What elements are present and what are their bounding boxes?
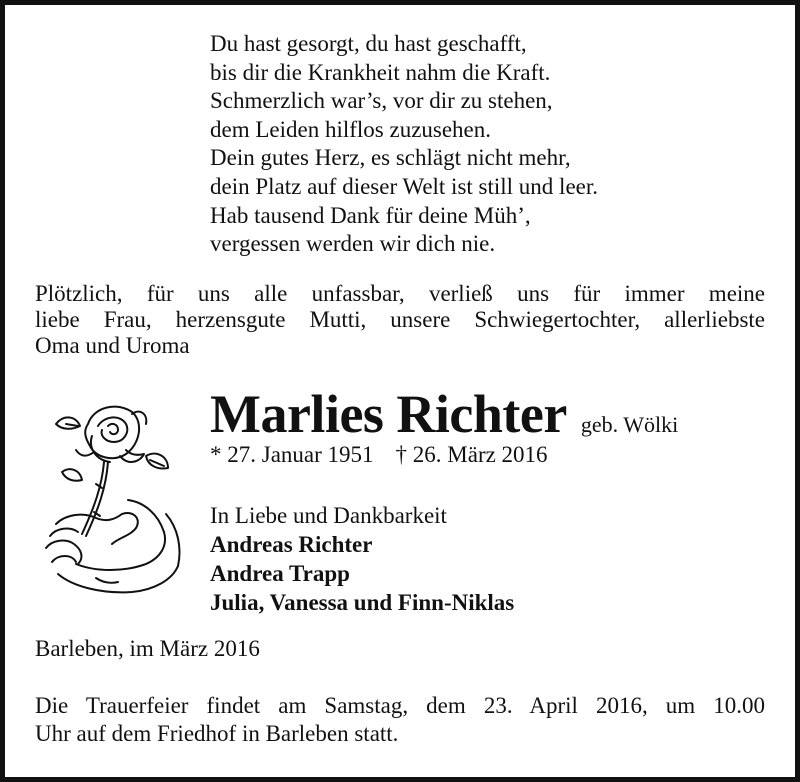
intro-line: Oma und Uroma bbox=[35, 333, 190, 358]
mourners bbox=[210, 501, 514, 617]
funeral-service-notice bbox=[35, 692, 765, 748]
birth-date: * 27. Januar 1951 bbox=[210, 442, 374, 467]
intro-line: liebe Frau, herzensgute Mutti, unsere Schwiegertochter, allerliebste bbox=[35, 307, 765, 332]
poem-line: Dein gutes Herz, es schlägt nicht mehr, bbox=[210, 145, 571, 171]
service-line: Uhr auf dem Friedhof in Barleben statt. bbox=[35, 721, 399, 746]
intro-line: Plötzlich, für uns alle unfassbar, verließ uns für immer meine bbox=[35, 281, 765, 306]
mourner-name: Andrea Trapp bbox=[210, 561, 350, 586]
service-line: Die Trauerfeier findet am Samstag, dem 23. April 2016, um 10.00 bbox=[35, 693, 765, 718]
death-date: † 26. März 2016 bbox=[395, 442, 548, 467]
poem-line: vergessen werden wir dich nie. bbox=[210, 231, 496, 257]
birth-name: geb. Wölki bbox=[580, 412, 679, 437]
life-dates bbox=[210, 442, 548, 468]
deceased-name: Marlies Richter bbox=[210, 384, 567, 444]
poem-line: dein Platz auf dieser Welt ist still und leer. bbox=[210, 173, 599, 199]
poem bbox=[210, 30, 598, 259]
intro-text bbox=[35, 281, 765, 359]
poem-line: Schmerzlich war’s, vor dir zu stehen, bbox=[210, 88, 553, 114]
poem-line: dem Leiden hilflos zuzusehen. bbox=[210, 116, 492, 142]
place-date: Barleben, im März 2016 bbox=[35, 636, 260, 661]
mourner-name: Andreas Richter bbox=[210, 532, 373, 557]
poem-line: Hab tausend Dank für deine Müh’, bbox=[210, 202, 531, 228]
rose-in-hand-illustration bbox=[36, 396, 186, 606]
poem-line: bis dir die Krankheit nahm die Kraft. bbox=[210, 59, 551, 85]
poem-line: Du hast gesorgt, du hast geschafft, bbox=[210, 31, 527, 56]
mourners-heading: In Liebe und Dankbarkeit bbox=[210, 503, 447, 528]
mourner-name: Julia, Vanessa und Finn-Niklas bbox=[210, 590, 515, 615]
deceased-name-row bbox=[210, 384, 678, 444]
